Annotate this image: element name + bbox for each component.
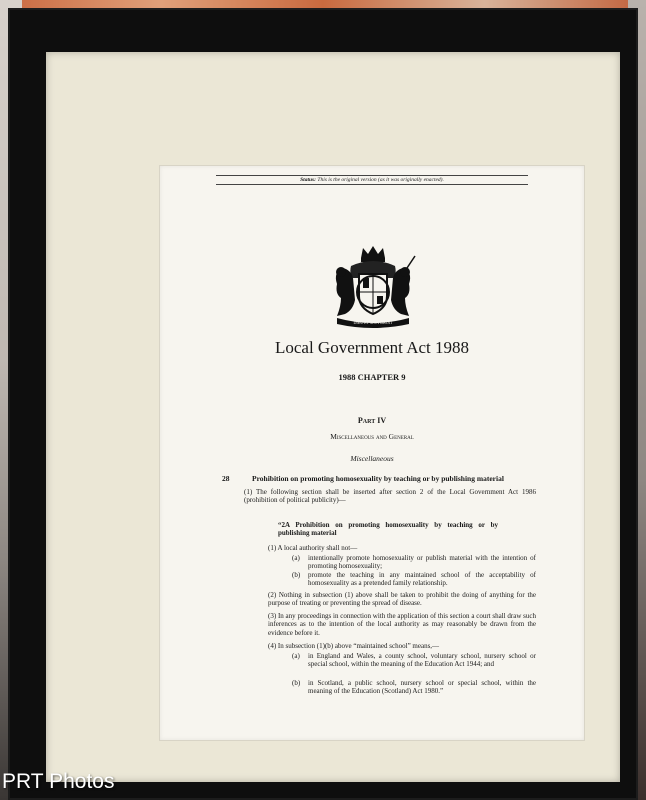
- photo-watermark: PRT Photos: [2, 770, 115, 793]
- status-line: [216, 175, 528, 185]
- s2a-4-b-label: (b): [292, 679, 301, 687]
- section-heading: Prohibition on promoting homosexuality by teaching or by publishing material: [252, 474, 504, 483]
- s2a-1-b-label: (b): [292, 571, 301, 579]
- s2a-1-b-text: promote the teaching in any maintained school of the acceptability of homosexuality as a pretended family relationship.: [308, 571, 536, 588]
- wall-background-top: [0, 0, 646, 8]
- s2a-1-a-label: (a): [292, 554, 300, 562]
- s2a-1-intro: (1) A local authority shall not—: [268, 544, 358, 552]
- inserted-section-heading: “2A Prohibition on promoting homosexuality by teaching or by publishing material: [278, 521, 498, 538]
- part-heading: Miscellaneous and General: [330, 432, 414, 441]
- s2a-4-a-text: in England and Wales, a county school, voluntary school, nursery school or special school, within the meaning of the Education Act 1944; and: [308, 652, 536, 669]
- s2a-4-b-text: in Scotland, a public school, nursery school or special school, within the meaning of the Education (Scotland) Act 1980.”: [308, 679, 536, 696]
- status-label: Status:: [300, 177, 317, 183]
- s2a-4-a-label: (a): [292, 652, 300, 660]
- s2a-2: (2) Nothing in subsection (1) above shall be taken to prohibit the doing of anything for the purpose of treating or preventing the spread of disease.: [268, 591, 536, 608]
- act-title: Local Government Act 1988: [274, 338, 470, 357]
- s2a-3: (3) In any proceedings in connection with the application of this section a court shall draw such inferences as to the intention of the local authority as may reasonably be drawn from the evidence before it.: [268, 612, 536, 637]
- act-chapter: 1988 CHAPTER 9: [338, 372, 406, 382]
- royal-coat-of-arms-icon: [323, 244, 423, 328]
- part-number: Part IV: [357, 416, 387, 425]
- s2a-1-a-text: intentionally promote homosexuality or publish material with the intention of promoting homosexuality;: [308, 554, 536, 571]
- subsection-1: (1) The following section shall be inserted after section 2 of the Local Government Act 1986 (prohibition of political publicity)—: [244, 488, 536, 505]
- section-number: 28: [222, 474, 230, 483]
- picture-frame: [8, 8, 638, 800]
- subheading: Miscellaneous: [350, 454, 394, 463]
- s2a-4-intro: (4) In subsection (1)(b) above “maintained school” means,—: [268, 642, 440, 650]
- frame-mat: [46, 52, 620, 782]
- framed-document: [160, 166, 584, 740]
- crest-motto: DIEU ET MON DROIT: [353, 320, 393, 325]
- status-text: This is the original version (as it was originally enacted).: [317, 177, 444, 183]
